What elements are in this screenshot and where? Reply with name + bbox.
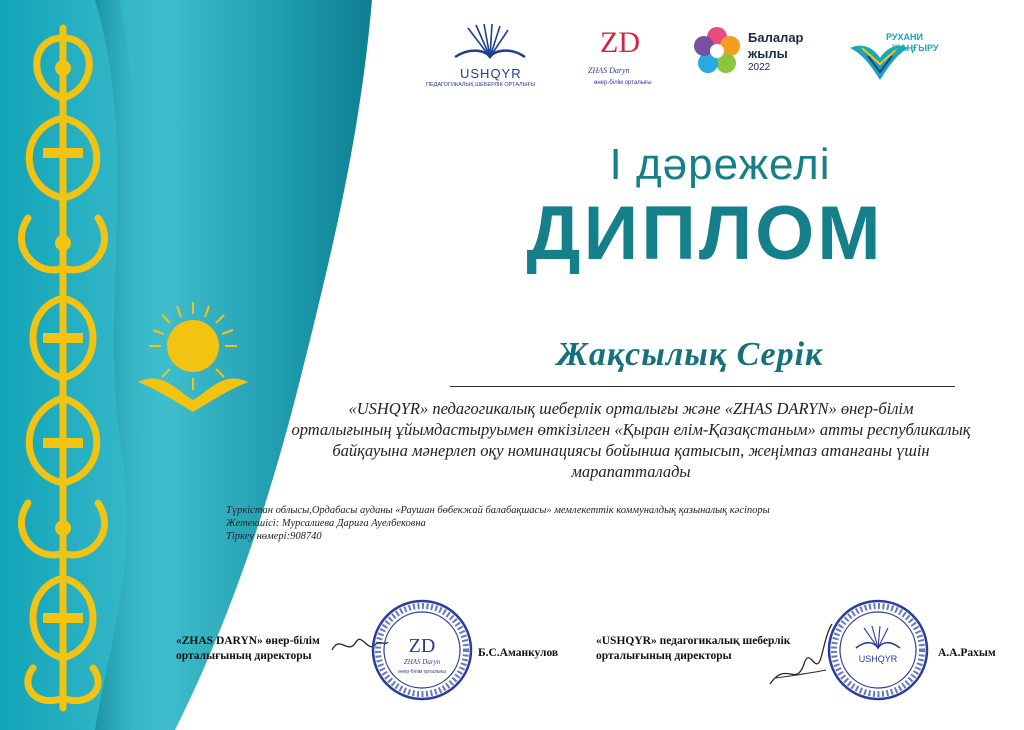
award-line: «USHQYR» педагогикалық шеберлік орталығы және «ZHAS DARYN» өнер-білім — [348, 399, 914, 418]
rukhani-line2: ЖАҢҒЫРУ — [892, 43, 939, 53]
registration-line: Тіркеу нөмері:908740 — [226, 531, 322, 542]
seal-zd-caption: өнер-білім орталығы — [398, 669, 446, 675]
participant-meta — [226, 504, 770, 543]
balalar-line2: жылы — [748, 46, 788, 61]
right-signatory-title — [596, 634, 790, 664]
award-text — [236, 398, 1024, 482]
balalar-year: 2022 — [748, 62, 771, 73]
ushqyr-name: USHQYR — [460, 66, 522, 81]
supervisor-line: Жетекшісі: Мурсалиева Дариға Ауелбековна — [226, 518, 426, 529]
zd-script: ZHAS Daryn — [588, 66, 630, 75]
zd-caption: өнер-білім орталығы — [594, 80, 652, 86]
award-line: марапатталады — [571, 462, 691, 481]
right-title-line: «USHQYR» педагогикалық шеберлік — [596, 635, 791, 647]
rukhani-zhangyru-logo — [848, 20, 948, 95]
open-book-icon — [450, 22, 530, 62]
name-underline — [450, 386, 955, 387]
right-title-line: орталығының директоры — [596, 650, 732, 662]
left-title-line: орталығының директоры — [176, 650, 312, 662]
ushqyr-logo — [420, 20, 560, 95]
left-title-line: «ZHAS DARYN» өнер-білім — [176, 635, 320, 647]
left-signatory-name: Б.С.Аманкулов — [478, 647, 559, 659]
sun-eagle-emblem — [133, 300, 253, 415]
left-signatory-title — [176, 634, 320, 664]
recipient-name: Жақсылық Серік — [556, 336, 824, 373]
logo-row — [420, 20, 1010, 95]
balalar-line1: Балалар — [748, 30, 804, 45]
rukhani-line1: РУХАНИ — [886, 32, 923, 42]
diploma-title: ДИПЛОМ — [526, 191, 884, 276]
balalar-zhyly-logo — [692, 20, 832, 95]
seal-zd-script: ZHAS Daryn — [403, 658, 441, 666]
award-line: байқауына мәнерлеп оқу номинациясы бойынша қатысып, жеңімпаз атанғаны үшін — [332, 441, 930, 460]
seal-zd-mark: ZD — [408, 635, 436, 657]
ushqyr-caption: ПЕДАГОГИКАЛЫҚ ШЕБЕРЛІК ОРТАЛЫҒЫ — [426, 82, 536, 88]
ornament-border — [8, 18, 118, 718]
zhas-daryn-seal — [370, 598, 474, 702]
ushqyr-seal — [826, 598, 930, 702]
flower-icon — [692, 26, 742, 76]
right-signatory-name: А.А.Рахым — [938, 647, 996, 659]
degree-heading: І дәрежелі — [609, 140, 831, 189]
award-line: орталығының ұйымдастыруымен өткізілген «Қыран елім-Қазақстаным» атты республикалық — [291, 420, 971, 439]
zd-mark: ZD — [600, 26, 640, 59]
seal-ushqyr-name: USHQYR — [858, 654, 898, 664]
zhas-daryn-logo — [580, 20, 670, 95]
institution-line: Түркістан облысы,Ордабасы ауданы «Раушан бөбекжай балабақшасы» мемлекеттік коммуналдық қазыналық кәсіпоры — [226, 505, 770, 516]
